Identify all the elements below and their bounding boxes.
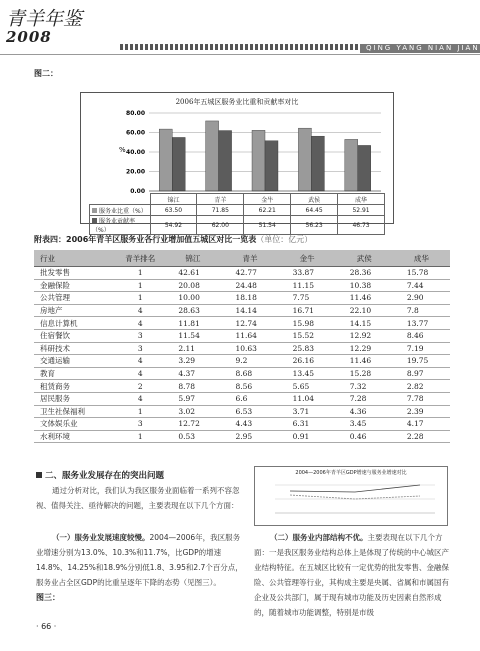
table4-caption bbox=[34, 234, 312, 245]
table-row bbox=[34, 367, 450, 380]
header-divider bbox=[0, 54, 480, 55]
structure-paragraph-head: （二）服务业内部结构不优。 bbox=[270, 533, 368, 542]
table-cell: 4 bbox=[116, 304, 164, 317]
table-cell: 12.29 bbox=[336, 342, 393, 355]
table-header-cell: 青羊 bbox=[221, 250, 278, 267]
chart-table-header-row bbox=[90, 194, 385, 205]
section-bullet bbox=[36, 472, 42, 478]
table-cell: 26.16 bbox=[279, 355, 336, 368]
industry-name-cell: 租赁商务 bbox=[34, 380, 116, 393]
industry-name-cell: 卫生社保福利 bbox=[34, 405, 116, 418]
header-stripe-text: QING YANG NIAN JIAN bbox=[366, 44, 480, 52]
table-cell: 7.19 bbox=[393, 342, 450, 355]
legend-swatch bbox=[92, 208, 97, 213]
chart-table-category: 武侯 bbox=[291, 194, 338, 205]
chart-table-cell: 46.73 bbox=[338, 216, 385, 235]
table-header-cell: 武侯 bbox=[336, 250, 393, 267]
table-cell: 6.6 bbox=[221, 392, 278, 405]
table-cell: 15.28 bbox=[336, 367, 393, 380]
bar bbox=[206, 121, 219, 191]
table-cell: 1 bbox=[116, 405, 164, 418]
legend-entry bbox=[90, 216, 151, 235]
table-cell: 7.78 bbox=[393, 392, 450, 405]
bar bbox=[345, 139, 358, 191]
table-row bbox=[34, 355, 450, 368]
table-cell: 19.75 bbox=[393, 355, 450, 368]
intro-paragraph: 通过分析对比，我们认为我区服务业面临着一系列不容忽视、值得关注、亟待解决的问题，主要表现在以下几个方面： bbox=[36, 486, 240, 510]
bar bbox=[219, 131, 232, 191]
chart-table-cell: 51.54 bbox=[244, 216, 291, 235]
table-cell: 8.46 bbox=[393, 329, 450, 342]
table-cell: 2.82 bbox=[393, 380, 450, 393]
chart-table-cell: 54.92 bbox=[150, 216, 197, 235]
chart-table-cell: 71.85 bbox=[197, 205, 244, 216]
y-tick-label: 60.00 bbox=[126, 129, 145, 137]
table-cell: 25.83 bbox=[279, 342, 336, 355]
table-header-cell: 行业 bbox=[34, 250, 116, 267]
legend-swatch bbox=[92, 218, 97, 223]
table-cell: 7.44 bbox=[393, 279, 450, 292]
table-cell: 4 bbox=[116, 317, 164, 330]
table-cell: 20.08 bbox=[164, 279, 221, 292]
table-cell: 42.61 bbox=[164, 267, 221, 280]
y-tick-label: 20.00 bbox=[126, 168, 145, 176]
table-cell: 7.28 bbox=[336, 392, 393, 405]
table-header-row bbox=[34, 250, 450, 267]
bar bbox=[265, 141, 278, 191]
y-tick-label: 0.00 bbox=[130, 188, 145, 195]
figure2-chart bbox=[80, 92, 394, 234]
legend-label: 服务业贡献率（%） bbox=[92, 218, 136, 234]
table-cell: 2.11 bbox=[164, 342, 221, 355]
table-cell: 1 bbox=[116, 430, 164, 443]
figure3-caption: 图三： bbox=[36, 593, 60, 602]
table-cell: 2.90 bbox=[393, 292, 450, 305]
table-cell: 1 bbox=[116, 292, 164, 305]
bar bbox=[172, 137, 185, 191]
table-header-cell: 成华 bbox=[393, 250, 450, 267]
table-cell: 12.92 bbox=[336, 329, 393, 342]
table-cell: 8.56 bbox=[221, 380, 278, 393]
table-cell: 3 bbox=[116, 342, 164, 355]
chart-table-cell: 63.50 bbox=[150, 205, 197, 216]
table-cell: 11.46 bbox=[336, 355, 393, 368]
industry-name-cell: 水利环境 bbox=[34, 430, 116, 443]
industry-name-cell: 住宿餐饮 bbox=[34, 329, 116, 342]
table-cell: 1 bbox=[116, 267, 164, 280]
table-cell: 4.37 bbox=[164, 367, 221, 380]
table-header-cell: 金牛 bbox=[279, 250, 336, 267]
chart-table-row bbox=[90, 205, 385, 216]
table-cell: 15.78 bbox=[393, 267, 450, 280]
table-cell: 4.36 bbox=[336, 405, 393, 418]
bar bbox=[159, 129, 172, 191]
table4-title: 附表四：2006年青羊区服务业各行业增加值五城区对比一览表 bbox=[34, 235, 257, 244]
table-cell: 7.75 bbox=[279, 292, 336, 305]
table-cell: 6.31 bbox=[279, 418, 336, 431]
industry-comparison-table bbox=[34, 250, 450, 443]
table-row bbox=[34, 342, 450, 355]
growth-paragraph-body: 2004—2006年，我区服务业增速分别为13.0%、10.3%和11.7%，比GDP的增速14.8%、14.25%和18.9%分别低1.8、3.95和2.7个百分点，服务业占全区GDP的比重呈逐年下降的态势（见图三）。 bbox=[36, 533, 243, 587]
chart-table-cell: 62.00 bbox=[197, 216, 244, 235]
chart-table-cell: 52.91 bbox=[338, 205, 385, 216]
table-cell: 4 bbox=[116, 355, 164, 368]
yearbook-year: 2008 bbox=[6, 28, 52, 46]
chart-table-category: 青羊 bbox=[197, 194, 244, 205]
table-row bbox=[34, 392, 450, 405]
table-cell: 16.71 bbox=[279, 304, 336, 317]
y-tick-label: 40.00 bbox=[126, 149, 145, 156]
chart-table-category: 成华 bbox=[338, 194, 385, 205]
table-cell: 5.97 bbox=[164, 392, 221, 405]
y-tick-label: 80.00 bbox=[126, 110, 145, 117]
table-cell: 2.39 bbox=[393, 405, 450, 418]
table-cell: 0.53 bbox=[164, 430, 221, 443]
bar bbox=[311, 136, 324, 191]
table-cell: 42.77 bbox=[221, 267, 278, 280]
table-cell: 11.64 bbox=[221, 329, 278, 342]
figure2-caption: 图二： bbox=[34, 69, 58, 78]
table-cell: 7.32 bbox=[336, 380, 393, 393]
table-row bbox=[34, 380, 450, 393]
table-cell: 10.63 bbox=[221, 342, 278, 355]
chart-table-cell: 64.45 bbox=[291, 205, 338, 216]
industry-name-cell: 科研技术 bbox=[34, 342, 116, 355]
chart-table-category: 金牛 bbox=[244, 194, 291, 205]
figure3-service-line bbox=[290, 495, 420, 499]
figure3-title: 2004—2006年青羊区GDP增速与服务业增速对比 bbox=[295, 470, 407, 476]
table-cell: 4 bbox=[116, 392, 164, 405]
table-row bbox=[34, 292, 450, 305]
structure-paragraph-body: 主要表现在以下几个方面：一是我区服务业结构总体上是体现了传统的中心城区产业结构特征。在五城区比较有一定优势的批发零售、金融保险、公共管理等行业，其构成主要是央属、省属和市属国有企业及公共部门，属于现有城市功能及历史因素自然形成的，随着城市功能调整，特别是市级 bbox=[254, 533, 449, 617]
table-cell: 14.15 bbox=[336, 317, 393, 330]
table-cell: 8.68 bbox=[221, 367, 278, 380]
table-cell: 2 bbox=[116, 380, 164, 393]
table-cell: 3 bbox=[116, 418, 164, 431]
industry-name-cell: 交通运输 bbox=[34, 355, 116, 368]
chart-table-cell: 56.23 bbox=[291, 216, 338, 235]
table-cell: 2.95 bbox=[221, 430, 278, 443]
table-cell: 11.04 bbox=[279, 392, 336, 405]
table-cell: 12.72 bbox=[164, 418, 221, 431]
table-cell: 4 bbox=[116, 367, 164, 380]
growth-paragraph-head: （一）服务业发展速度较慢。 bbox=[52, 533, 150, 542]
table-cell: 3.45 bbox=[336, 418, 393, 431]
table-cell: 28.63 bbox=[164, 304, 221, 317]
industry-name-cell: 教育 bbox=[34, 367, 116, 380]
chart-data-table bbox=[89, 193, 385, 235]
section-heading-text: 二、服务业发展存在的突出问题 bbox=[45, 471, 165, 481]
table-cell: 3.02 bbox=[164, 405, 221, 418]
table-cell: 22.10 bbox=[336, 304, 393, 317]
industry-name-cell: 公共管理 bbox=[34, 292, 116, 305]
industry-name-cell: 文体娱乐业 bbox=[34, 418, 116, 431]
header-stripe bbox=[120, 44, 360, 50]
bar bbox=[252, 130, 265, 191]
table-cell: 3 bbox=[116, 329, 164, 342]
table-cell: 24.48 bbox=[221, 279, 278, 292]
table-cell: 11.15 bbox=[279, 279, 336, 292]
table-cell: 11.81 bbox=[164, 317, 221, 330]
section-heading bbox=[36, 469, 164, 481]
table-cell: 2.28 bbox=[393, 430, 450, 443]
industry-name-cell: 批发零售 bbox=[34, 267, 116, 280]
table-row bbox=[34, 279, 450, 292]
table-cell: 8.97 bbox=[393, 367, 450, 380]
table-cell: 28.36 bbox=[336, 267, 393, 280]
figure3-line-chart bbox=[255, 475, 447, 525]
table-cell: 7.8 bbox=[393, 304, 450, 317]
table-cell: 11.46 bbox=[336, 292, 393, 305]
table-cell: 5.65 bbox=[279, 380, 336, 393]
table4-unit: （单位：亿元） bbox=[256, 235, 313, 244]
industry-name-cell: 信息计算机 bbox=[34, 317, 116, 330]
chart-table-cell: 62.21 bbox=[244, 205, 291, 216]
table-cell: 10.38 bbox=[336, 279, 393, 292]
legend-label: 服务业比重（%） bbox=[99, 207, 147, 215]
table-cell: 1 bbox=[116, 279, 164, 292]
table-cell: 6.53 bbox=[221, 405, 278, 418]
table-cell: 18.18 bbox=[221, 292, 278, 305]
figure3-gdp-line bbox=[290, 485, 420, 492]
bar bbox=[358, 145, 371, 191]
bar-chart bbox=[81, 107, 393, 197]
table-cell: 13.77 bbox=[393, 317, 450, 330]
bar bbox=[298, 128, 311, 191]
table-cell: 12.74 bbox=[221, 317, 278, 330]
table-header-cell: 青羊排名 bbox=[116, 250, 164, 267]
table-cell: 11.54 bbox=[164, 329, 221, 342]
table-cell: 4.43 bbox=[221, 418, 278, 431]
table-cell: 9.2 bbox=[221, 355, 278, 368]
y-axis-label: % bbox=[119, 146, 126, 154]
yearbook-logo: 青羊年鉴 bbox=[6, 8, 83, 30]
table-cell: 8.78 bbox=[164, 380, 221, 393]
industry-name-cell: 居民服务 bbox=[34, 392, 116, 405]
table-row bbox=[34, 304, 450, 317]
table-cell: 15.52 bbox=[279, 329, 336, 342]
table-row bbox=[34, 329, 450, 342]
chart-table-corner bbox=[90, 194, 151, 205]
legend-entry bbox=[90, 205, 151, 216]
figure3-chart bbox=[254, 466, 448, 526]
table-row bbox=[34, 317, 450, 330]
table-cell: 10.00 bbox=[164, 292, 221, 305]
table-cell: 3.71 bbox=[279, 405, 336, 418]
table-header-cell: 锦江 bbox=[164, 250, 221, 267]
table-row bbox=[34, 405, 450, 418]
industry-name-cell: 金融保险 bbox=[34, 279, 116, 292]
table-cell: 4.17 bbox=[393, 418, 450, 431]
industry-name-cell: 房地产 bbox=[34, 304, 116, 317]
table-row bbox=[34, 267, 450, 280]
table-cell: 0.46 bbox=[336, 430, 393, 443]
chart-title: 2006年五城区服务业比重和贡献率对比 bbox=[175, 98, 299, 106]
table-cell: 0.91 bbox=[279, 430, 336, 443]
table-row bbox=[34, 430, 450, 443]
table-cell: 3.29 bbox=[164, 355, 221, 368]
table-cell: 14.14 bbox=[221, 304, 278, 317]
chart-table-row bbox=[90, 216, 385, 235]
page-number: · 66 · bbox=[36, 622, 57, 631]
table-cell: 33.87 bbox=[279, 267, 336, 280]
growth-paragraph bbox=[36, 530, 246, 590]
structure-paragraph bbox=[254, 530, 450, 620]
table-cell: 15.98 bbox=[279, 317, 336, 330]
table-cell: 13.45 bbox=[279, 367, 336, 380]
table-row bbox=[34, 418, 450, 431]
chart-table-category: 锦江 bbox=[150, 194, 197, 205]
